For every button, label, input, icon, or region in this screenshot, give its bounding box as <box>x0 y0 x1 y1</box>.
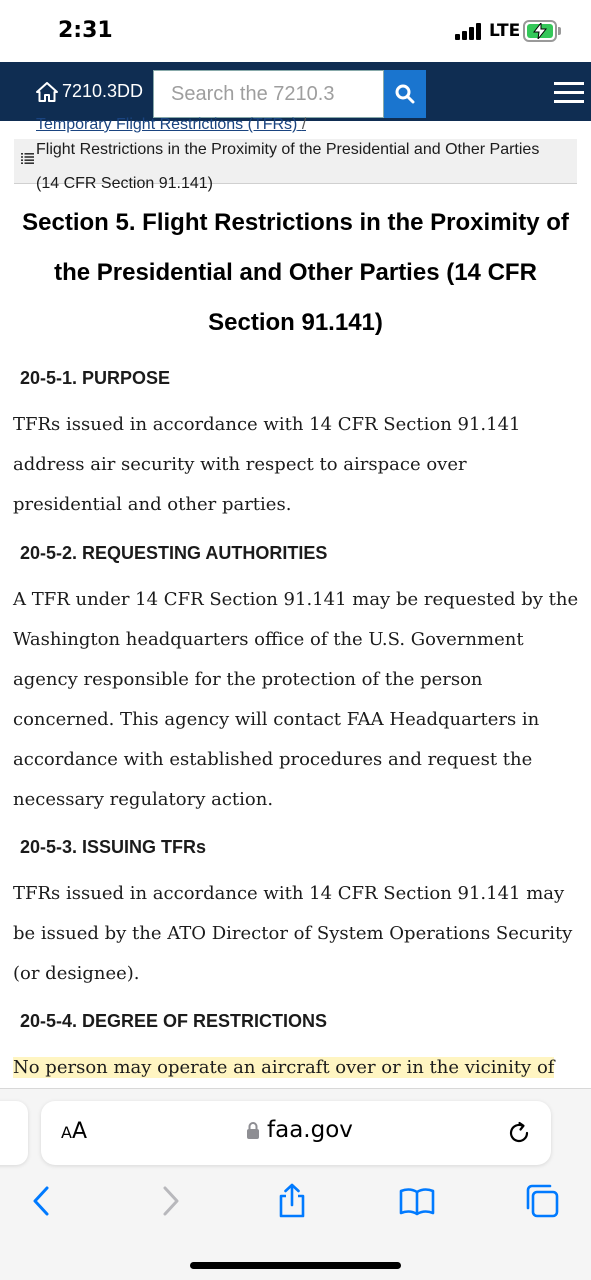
home-indicator <box>190 1262 401 1269</box>
text-size-small: A <box>61 1123 72 1142</box>
forward-icon[interactable] <box>152 1183 188 1219</box>
paragraph-text: TFRs issued in accordance with 14 CFR Section 91.141 may be issued by the ATO Director of System Operations Security (or designee). <box>13 883 573 984</box>
browser-toolbar <box>0 1088 591 1280</box>
breadcrumb-current-label: Flight Restrictions in the Proximity of the Presidential and Other Parties (14 CFR Section 91.141) <box>36 141 540 192</box>
home-icon <box>36 82 58 102</box>
lock-icon <box>246 1121 260 1140</box>
battery-icon <box>523 20 557 42</box>
breadcrumb-parent-link[interactable]: Temporary Flight Restrictions (TFRs) <box>36 116 298 133</box>
paragraph-heading: 20-5-1. PURPOSE <box>20 368 171 388</box>
paragraph-text: TFRs issued in accordance with 14 CFR Section 91.141 address air security with respect to airspace over presidential and other parties. <box>13 414 521 515</box>
site-header <box>0 62 591 121</box>
network-type: LTE <box>489 21 521 41</box>
status-time: 2:31 <box>58 18 113 43</box>
tabs-icon[interactable] <box>524 1183 560 1219</box>
charging-bolt-icon <box>533 23 547 39</box>
url-display[interactable] <box>246 1117 353 1143</box>
back-icon[interactable] <box>24 1183 60 1219</box>
paragraph-heading: 20-5-3. ISSUING TFRs <box>20 837 207 857</box>
hamburger-menu-icon[interactable] <box>554 82 584 106</box>
battery-fill <box>527 24 553 38</box>
breadcrumb-separator: / <box>301 116 307 133</box>
list-icon <box>21 152 34 164</box>
cellular-signal-icon <box>455 22 483 40</box>
breadcrumb-current <box>14 139 577 192</box>
battery-cap <box>558 27 561 35</box>
address-bar[interactable] <box>41 1101 551 1165</box>
paragraph-heading: 20-5-2. REQUESTING AUTHORITIES <box>20 543 328 563</box>
search-icon <box>395 84 415 104</box>
section-title: Section 5. Flight Restrictions in the Proximity of the Presidential and Other Parties (14 CFR Section 91.141) <box>22 209 569 336</box>
status-bar <box>0 0 591 62</box>
paragraph-text: A TFR under 14 CFR Section 91.141 may be requested by the Washington headquarters office of the U.S. Government agency responsible for the protection of the person concerned. This agency will contact FAA Headquarters in accordance with established procedures and request the necessary regulatory action. <box>13 589 579 810</box>
url-domain: faa.gov <box>267 1117 353 1143</box>
home-link[interactable] <box>36 62 143 121</box>
paragraph-heading: 20-5-4. DEGREE OF RESTRICTIONS <box>20 1011 328 1031</box>
previous-tab-card[interactable] <box>0 1101 28 1165</box>
home-link-label: 7210.3DD <box>62 81 144 101</box>
bookmarks-icon[interactable] <box>399 1183 435 1219</box>
highlighted-text: No person may operate an aircraft over or in the vicinity of <box>13 1057 555 1078</box>
reload-icon[interactable] <box>507 1121 531 1145</box>
share-icon[interactable] <box>274 1183 310 1219</box>
search-input[interactable]: Search the 7210.3 <box>153 70 384 118</box>
text-size-button[interactable] <box>61 1119 87 1144</box>
search-button[interactable] <box>384 70 426 118</box>
text-size-large: A <box>71 1119 88 1144</box>
paragraph-text-highlighted <box>13 1048 581 1088</box>
